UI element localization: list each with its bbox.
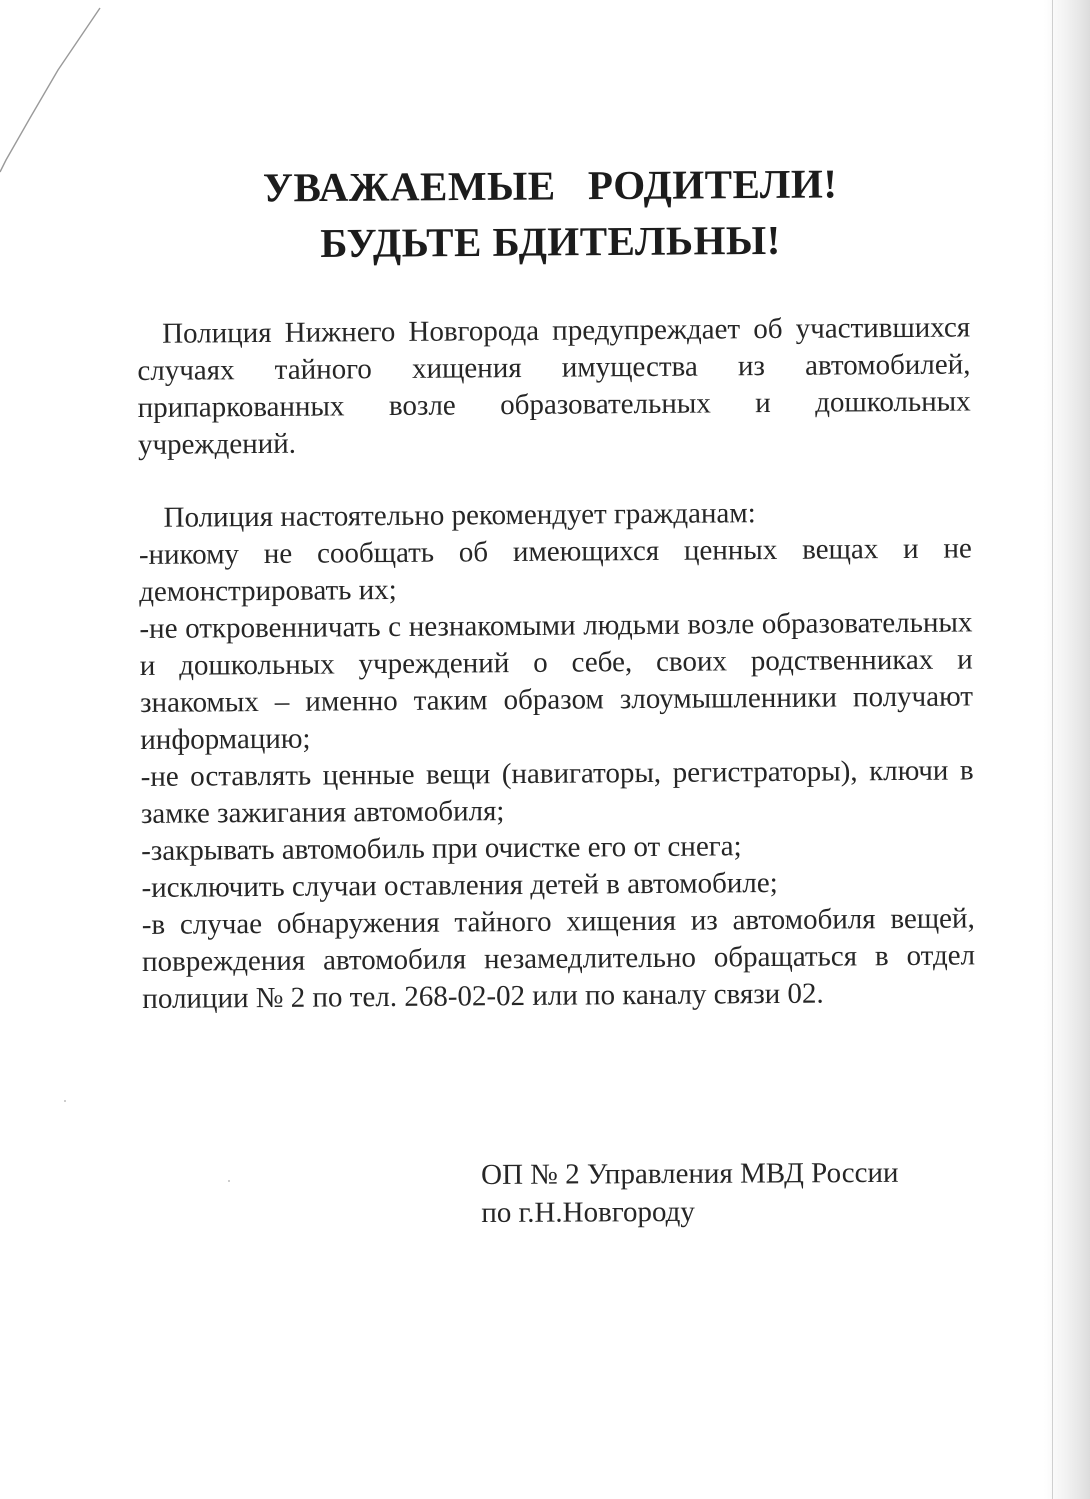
scan-speck [64, 1100, 66, 1102]
scan-right-edge [1044, 0, 1090, 1499]
notice-title-line-2: БУДЬТЕ БДИТЕЛЬНЫ! [320, 216, 781, 267]
notice-title-line-1: УВАЖАЕМЫЕ РОДИТЕЛИ! [262, 160, 838, 211]
signature-line-1: ОП № 2 Управления МВД России [481, 1156, 899, 1191]
intro-paragraph: Полиция Нижнего Новгорода предупреждает об участившихся случаях тайного хищения имущества из автомобилей, припаркованных возле образовательных и дошкольных учреждений. [137, 311, 971, 461]
recommendations-lead: Полиция настоятельно рекомендует гражданам: [163, 497, 756, 534]
notice-title [180, 155, 921, 272]
recommendation-item: -не оставлять ценные вещи (навигаторы, регистраторы), ключи в замке зажигания автомобиля; [140, 754, 974, 830]
folded-corner-mark [0, 0, 110, 190]
recommendation-item: -исключить случаи оставления детей в автомобиле; [141, 866, 778, 904]
scan-speck [228, 1180, 230, 1182]
recommendation-item: -закрывать автомобиль при очистке его от снега; [141, 830, 742, 867]
signature-block [481, 1153, 1001, 1232]
recommendation-item: -не откровенничать с незнакомыми людьми возле образовательных и дошкольных учреждений о себе, своих родственниках и знакомых – именно таким образом злоумышленники получают информацию; [139, 606, 974, 756]
notice-body [137, 309, 975, 1018]
recommendation-item: -в случае обнаружения тайного хищения из автомобиля вещей, повреждения автомобиля незамедлительно обращаться в отдел полиции № 2 по тел. 268-02-02 или по каналу связи 02. [141, 902, 976, 1015]
recommendation-item: -никому не сообщать об имеющихся ценных вещах и не демонстрировать их; [138, 532, 972, 608]
signature-line-2: по г.Н.Новгороду [481, 1195, 695, 1229]
